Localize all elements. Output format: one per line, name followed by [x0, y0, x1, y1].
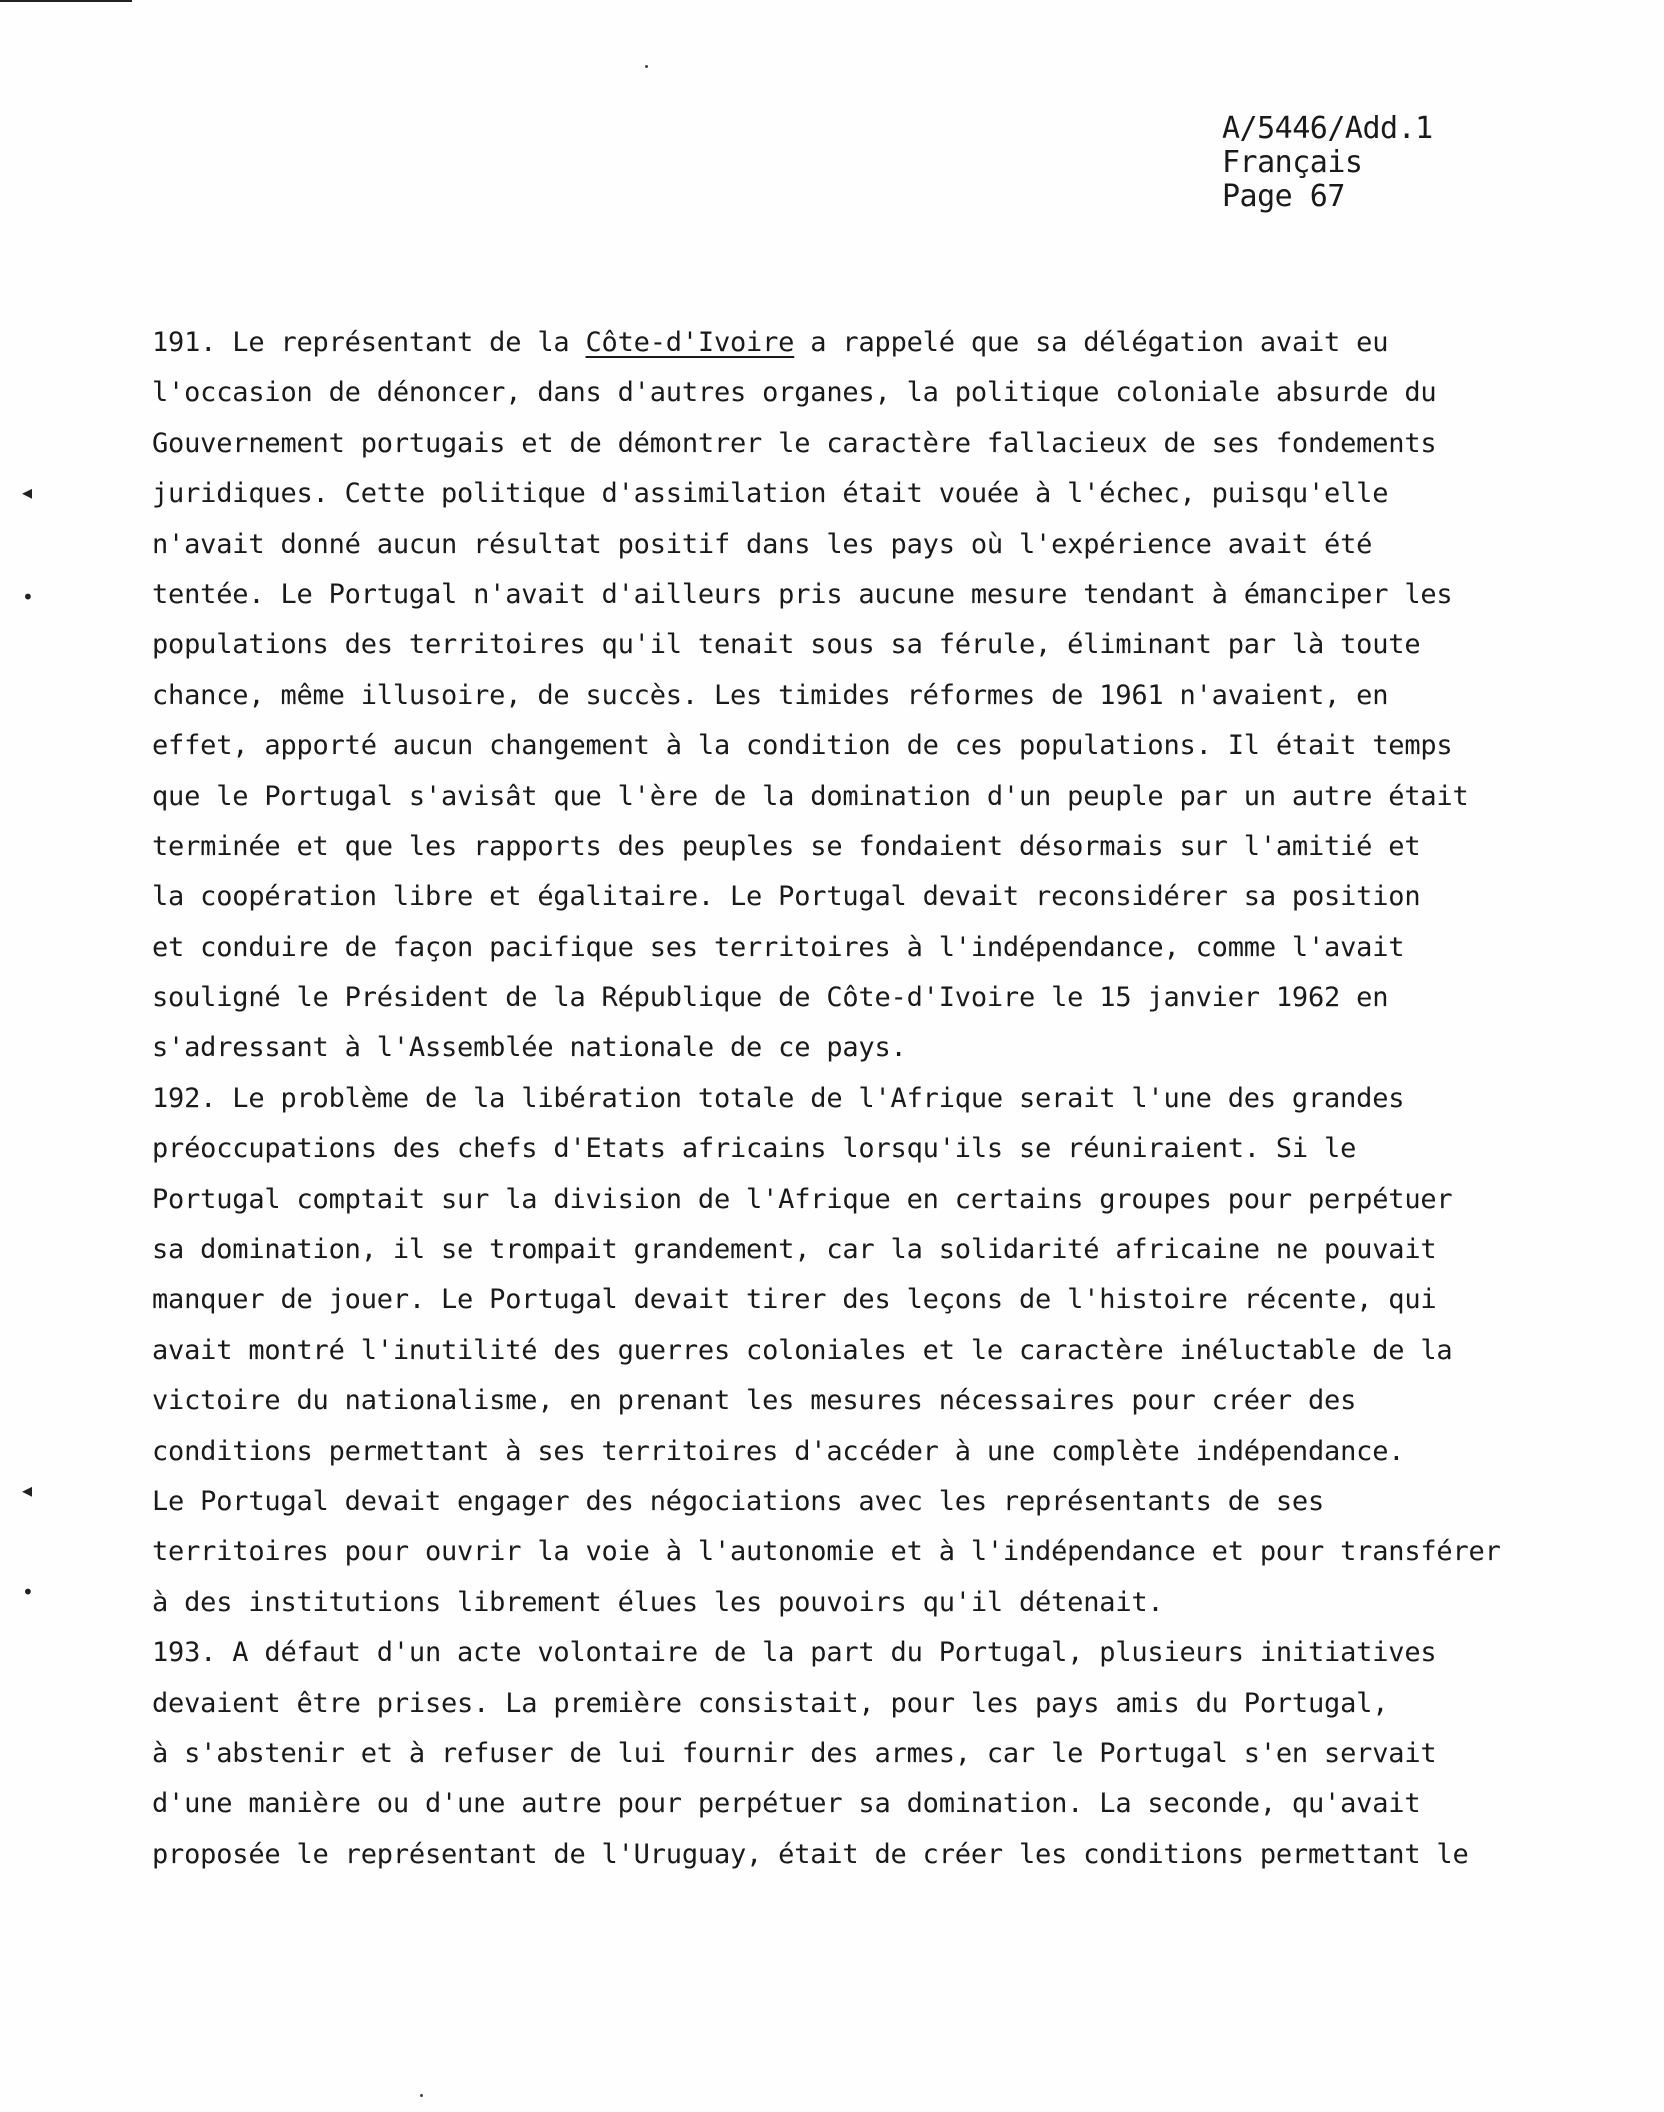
document-language: Français [1222, 145, 1363, 180]
body-text [152, 318, 1552, 1880]
page-number: Page 67 [1222, 179, 1345, 214]
text-line: avait montré l'inutilité des guerres coloniales et le caractère inéluctable de la [152, 1334, 1453, 1366]
text-fragment: a rappelé que sa délégation avait eu [794, 327, 1389, 358]
text-line: Portugal comptait sur la division de l'Afrique en certains groupes pour perpétuer [152, 1183, 1453, 1215]
text-line: victoire du nationalisme, en prenant les mesures nécessaires pour créer des [152, 1385, 1357, 1417]
text-line: Le Portugal devait engager des négociations avec les représentants de ses [152, 1485, 1325, 1517]
text-line: préoccupations des chefs d'Etats africains lorsqu'ils se réuniraient. Si le [152, 1133, 1357, 1165]
scan-mark: • [22, 585, 34, 609]
text-line: l'occasion de dénoncer, dans d'autres organes, la politique coloniale absurde du [152, 377, 1437, 409]
text-line: n'avait donné aucun résultat positif dans les pays où l'expérience avait été [152, 528, 1373, 560]
text-line: devaient être prises. La première consistait, pour les pays amis du Portugal, [152, 1687, 1389, 1719]
text-fragment: 191. Le représentant de la [152, 327, 586, 358]
text-line: sa domination, il se trompait grandement, car la solidarité africaine ne pouvait [152, 1234, 1437, 1266]
top-rule [0, 0, 132, 2]
text-line: la coopération libre et égalitaire. Le Portugal devait reconsidérer sa position [152, 881, 1421, 913]
document-symbol: A/5446/Add.1 [1222, 111, 1433, 146]
text-line: s'adressant à l'Assemblée nationale de ce pays. [152, 1032, 907, 1064]
underlined-country-name: Côte-d'Ivoire [585, 327, 795, 358]
text-line: terminée et que les rapports des peuples se fondaient désormais sur l'amitié et [152, 830, 1421, 862]
scan-mark: ◂ [22, 1478, 33, 1502]
text-line: Gouvernement portugais et de démontrer le caractère fallacieux de ses fondements [152, 427, 1437, 459]
text-line: 193. A défaut d'un acte volontaire de la part du Portugal, plusieurs initiatives [152, 1637, 1437, 1669]
scan-speck [645, 65, 648, 68]
text-line: et conduire de façon pacifique ses territoires à l'indépendance, comme l'avait [152, 931, 1405, 963]
text-line: juridiques. Cette politique d'assimilation était vouée à l'échec, puisqu'elle [152, 478, 1389, 510]
text-line: à des institutions librement élues les pouvoirs qu'il détenait. [152, 1586, 1164, 1618]
text-line: manquer de jouer. Le Portugal devait tirer des leçons de l'histoire récente, qui [152, 1284, 1437, 1316]
text-line: souligné le Président de la République de Côte-d'Ivoire le 15 janvier 1962 en [152, 982, 1389, 1014]
scan-speck [420, 2094, 423, 2097]
text-line: 192. Le problème de la libération totale de l'Afrique serait l'une des grandes [152, 1082, 1405, 1114]
text-line: conditions permettant à ses territoires d'accéder à une complète indépendance. [152, 1435, 1405, 1467]
paragraph-193 [152, 1628, 1552, 1880]
text-line [152, 318, 1552, 368]
text-line: chance, même illusoire, de succès. Les timides réformes de 1961 n'avaient, en [152, 679, 1389, 711]
text-line: tentée. Le Portugal n'avait d'ailleurs pris aucune mesure tendant à émanciper les [152, 578, 1453, 610]
text-line: que le Portugal s'avisât que l'ère de la domination d'un peuple par un autre était [152, 780, 1469, 812]
text-line: à s'abstenir et à refuser de lui fournir des armes, car le Portugal s'en servait [152, 1737, 1437, 1769]
scan-mark: • [22, 1580, 34, 1604]
text-line: proposée le représentant de l'Uruguay, était de créer les conditions permettant le [152, 1838, 1469, 1870]
document-header [1222, 112, 1433, 214]
paragraph-192 [152, 1074, 1552, 1628]
text-line: populations des territoires qu'il tenait sous sa férule, éliminant par là toute [152, 629, 1421, 661]
text-line: d'une manière ou d'une autre pour perpétuer sa domination. La seconde, qu'avait [152, 1788, 1421, 1820]
text-line: effet, apporté aucun changement à la condition de ces populations. Il était temps [152, 730, 1453, 762]
paragraph-191 [152, 318, 1552, 1074]
text-line: territoires pour ouvrir la voie à l'autonomie et à l'indépendance et pour transférer [152, 1536, 1501, 1568]
scan-mark: ◂ [22, 480, 33, 504]
